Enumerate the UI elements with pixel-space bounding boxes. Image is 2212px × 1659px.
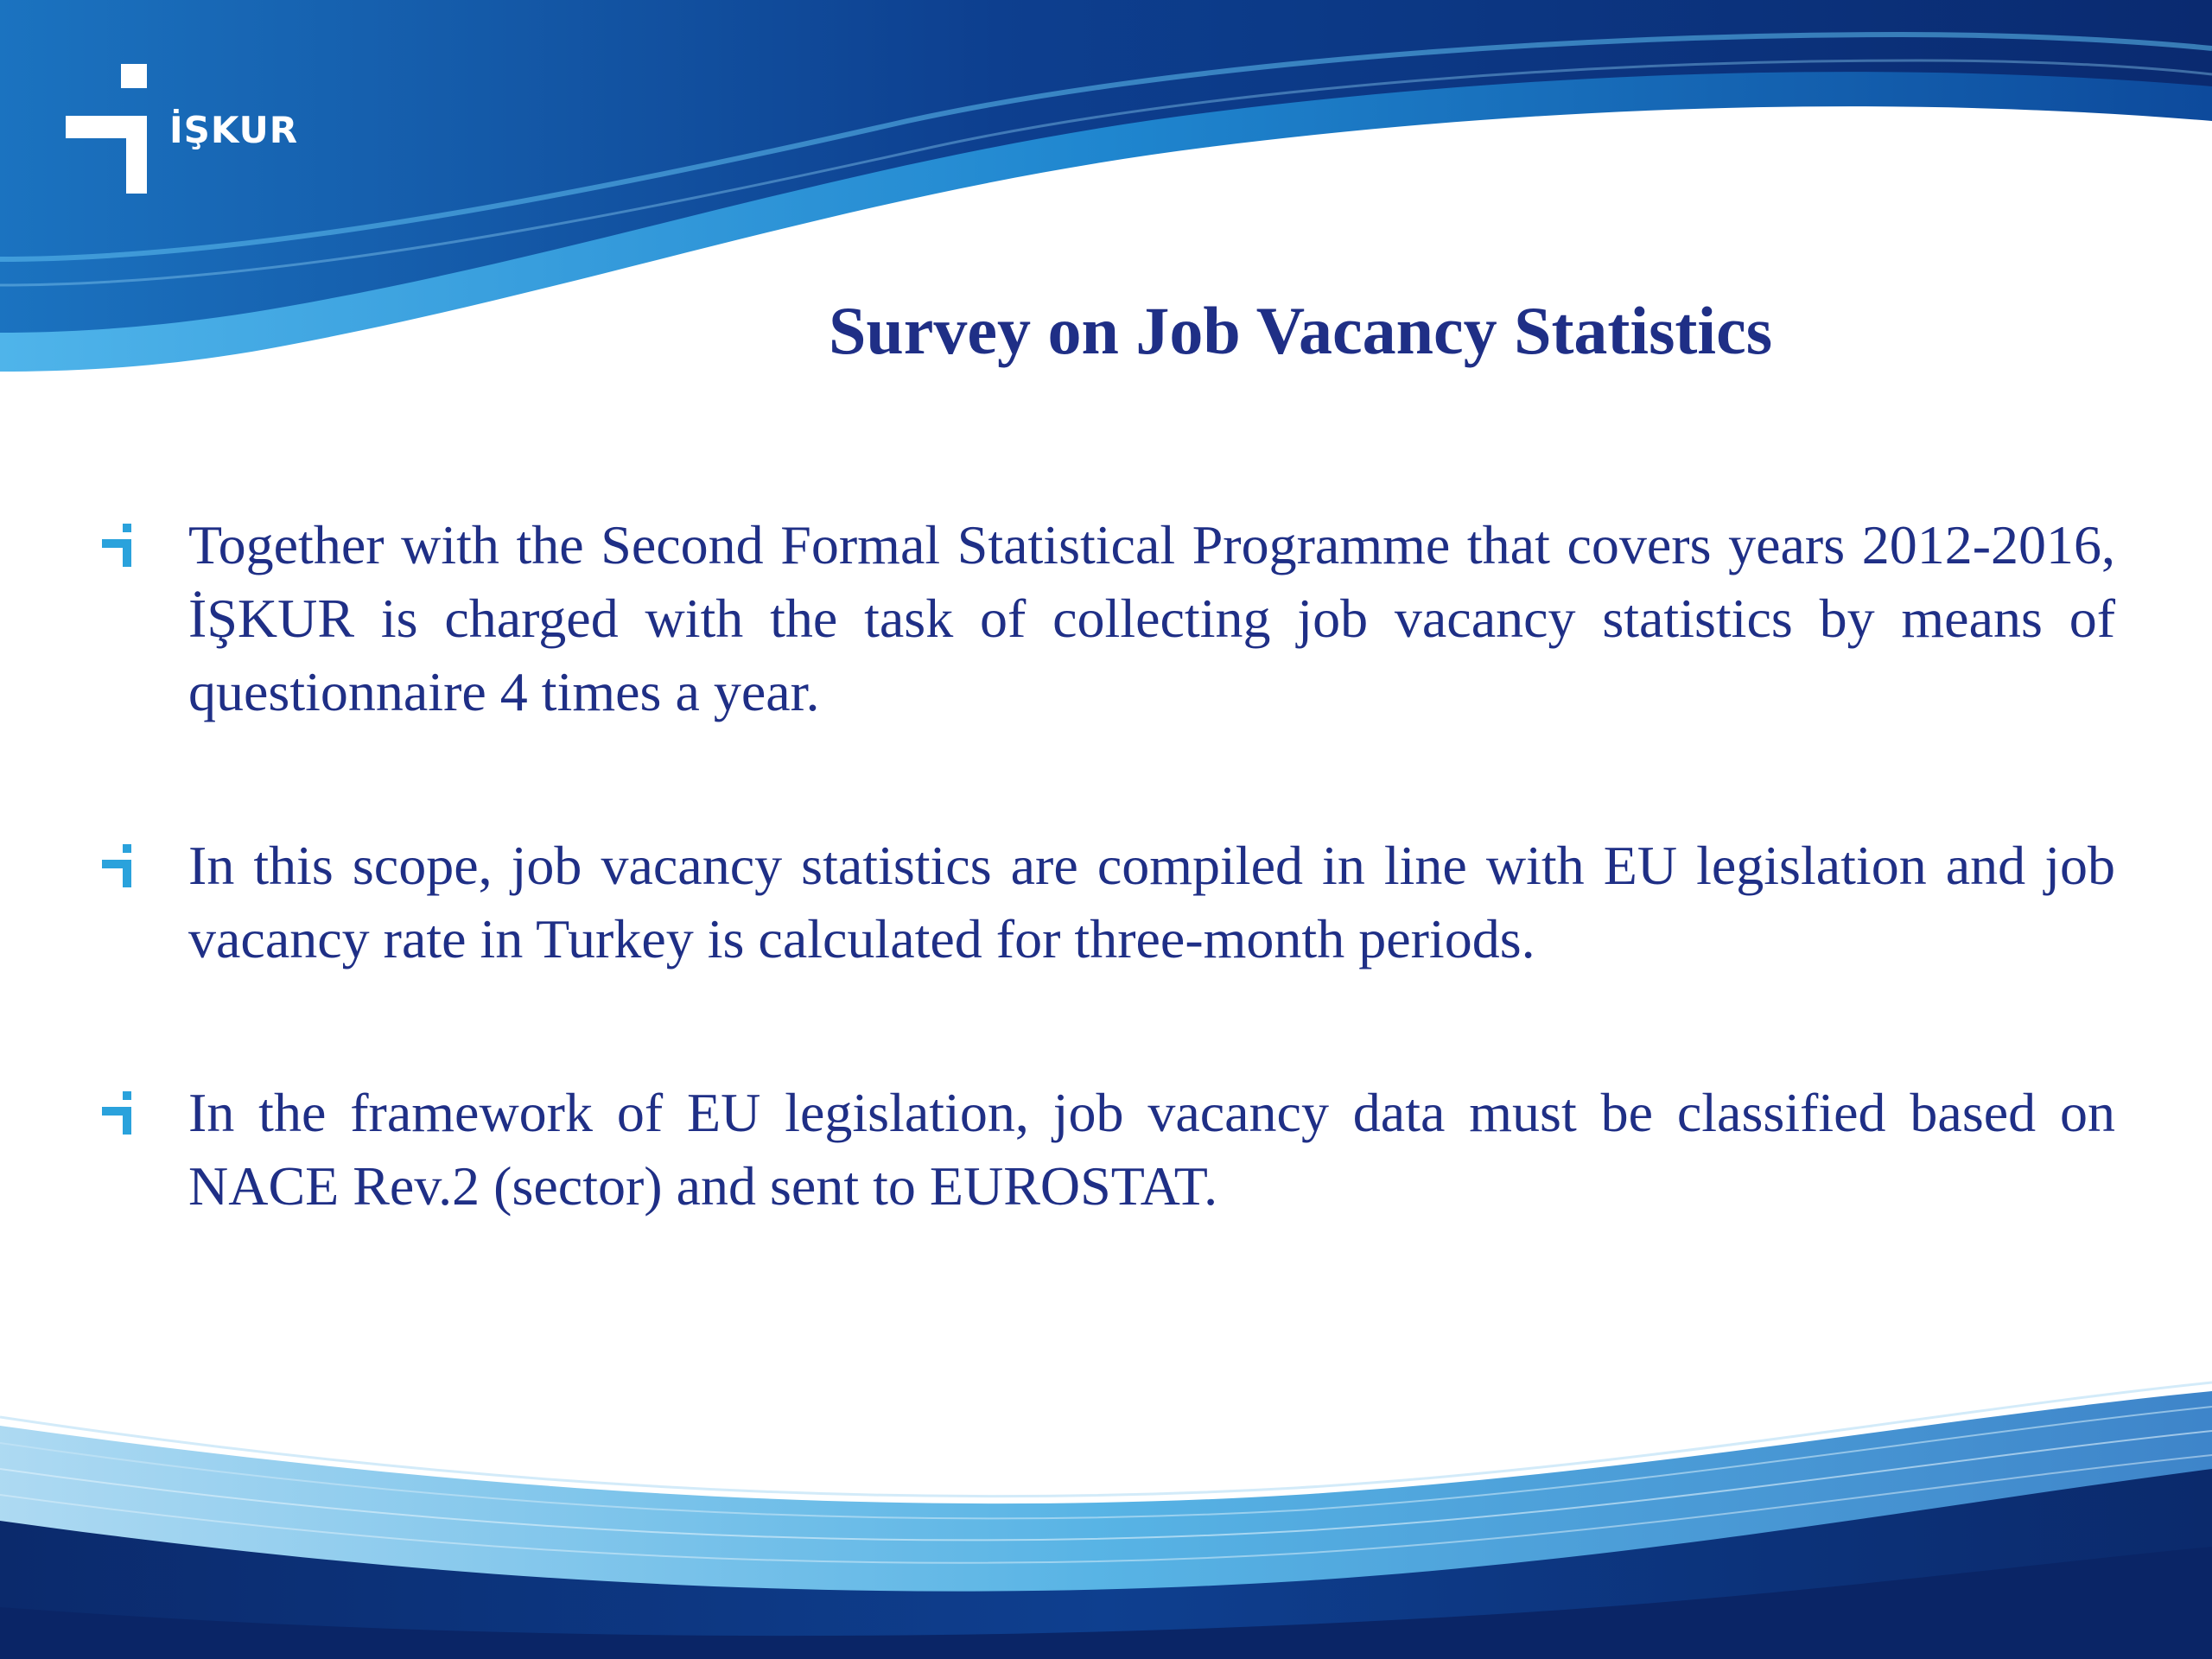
iskur-bullet-icon xyxy=(102,1091,137,1135)
bullet-text: In the framework of EU legislation, job vacancy data must be classified based on NACE Rev.2 (sector) and sent to EUROSTAT. xyxy=(188,1082,2115,1217)
logo-wordmark: İŞKUR xyxy=(169,109,299,151)
bullet-item xyxy=(102,829,2115,976)
bullet-text: In this scope, job vacancy statistics are compiled in line with EU legislation and job vacancy rate in Turkey is calculated for three-month periods. xyxy=(188,835,2115,969)
iskur-bullet-icon xyxy=(102,844,137,887)
bullet-item xyxy=(102,508,2115,728)
slide-title: Survey on Job Vacancy Statistics xyxy=(828,293,1773,368)
bullet-text: Together with the Second Formal Statistical Programme that covers years 2012-2016, İŞKUR is charged with the task of collecting job vacancy statistics by means of questionnaire 4 times a year. xyxy=(188,514,2115,722)
iskur-bullet-icon xyxy=(102,524,137,567)
bullet-item xyxy=(102,1076,2115,1223)
bullet-list xyxy=(102,508,2115,1223)
